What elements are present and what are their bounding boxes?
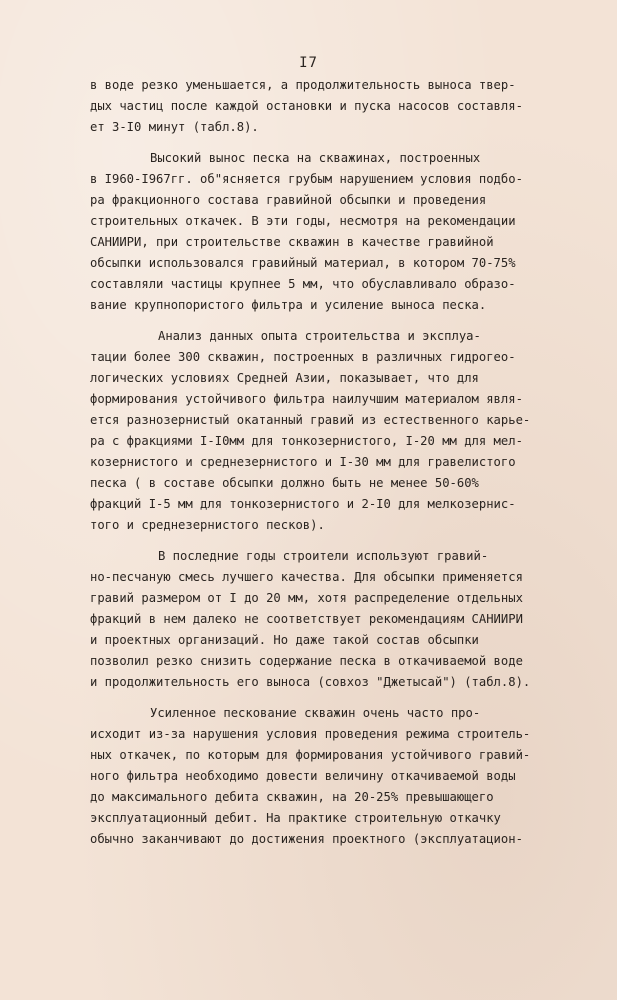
text-line: тации более 300 скважин, построенных в различных гидрогео- [90, 350, 516, 364]
text-line: строительных откачек. В эти годы, несмотря на рекомендации [90, 214, 516, 228]
text-line: Анализ данных опыта строительства и эксплуа- [158, 329, 481, 343]
text-line: но-песчаную смесь лучшего качества. Для обсыпки применяется [90, 570, 523, 584]
text-line: составляли частицы крупнее 5 мм, что обуславливало образо- [90, 277, 516, 291]
text-line: ных откачек, по которым для формирования устойчивого гравий- [90, 748, 531, 762]
text-line: Высокий вынос песка на скважинах, построенных [150, 151, 481, 165]
text-line: и проектных организаций. Но даже такой состав обсыпки [90, 633, 479, 647]
text-line: позволил резко снизить содержание песка в откачиваемой воде [90, 654, 523, 668]
paragraph-2 [90, 148, 560, 316]
text-line: эксплуатационный дебит. На практике строительную откачку [90, 811, 501, 825]
text-line: в воде резко уменьшается, а продолжительность выноса твер- [90, 78, 516, 92]
text-line: фракций в нем далеко не соответствует рекомендациям САНИИРИ [90, 612, 523, 626]
text-line: В последние годы строители используют гравий- [158, 549, 489, 563]
text-line: козернистого и среднезернистого и I-30 мм для гравелистого [90, 455, 516, 469]
text-line: в I960-I967гг. об"ясняется грубым нарушением условия подбо- [90, 172, 523, 186]
text-line: исходит из-за нарушения условия проведения режима строитель- [90, 727, 531, 741]
text-line: обычно заканчивают до достижения проектного (эксплуатацион- [90, 832, 523, 846]
text-line: логических условиях Средней Азии, показывает, что для [90, 371, 479, 385]
text-line: дых частиц после каждой остановки и пуска насосов составля- [90, 99, 523, 113]
text-line: и продолжительность его выноса (совхоз "Джетысай") (табл.8). [90, 675, 531, 689]
text-line: ра фракционного состава гравийной обсыпки и проведения [90, 193, 487, 207]
paragraph-3 [90, 326, 560, 536]
text-line: фракций I-5 мм для тонкозернистого и 2-I0 для мелкозернис- [90, 497, 516, 511]
text-line: ется разнозернистый окатанный гравий из естественного карье- [90, 413, 531, 427]
text-line: до максимального дебита скважин, на 20-25% превышающего [90, 790, 494, 804]
body-text [90, 75, 560, 850]
paragraph-5 [90, 703, 560, 850]
text-line: того и среднезернистого песков). [90, 518, 325, 532]
text-line: обсыпки использовался гравийный материал, в котором 70-75% [90, 256, 516, 270]
text-line: песка ( в составе обсыпки должно быть не менее 50-60% [90, 476, 479, 490]
page-number: I7 [299, 55, 318, 71]
text-line: гравий размером от I до 20 мм, хотя распределение отдельных [90, 591, 523, 605]
text-line: вание крупнопористого фильтра и усиление выноса песка. [90, 298, 487, 312]
text-line: САНИИРИ, при строительстве скважин в качестве гравийной [90, 235, 494, 249]
text-line: Усиленное пескование скважин очень часто про- [150, 706, 481, 720]
paragraph-1 [90, 75, 560, 138]
text-line: формирования устойчивого фильтра наилучшим материалом явля- [90, 392, 523, 406]
paragraph-4 [90, 546, 560, 693]
text-line: ра с фракциями I-I0мм для тонкозернистого, I-20 мм для мел- [90, 434, 523, 448]
text-line: ного фильтра необходимо довести величину откачиваемой воды [90, 769, 516, 783]
text-line: ет 3-I0 минут (табл.8). [90, 120, 259, 134]
